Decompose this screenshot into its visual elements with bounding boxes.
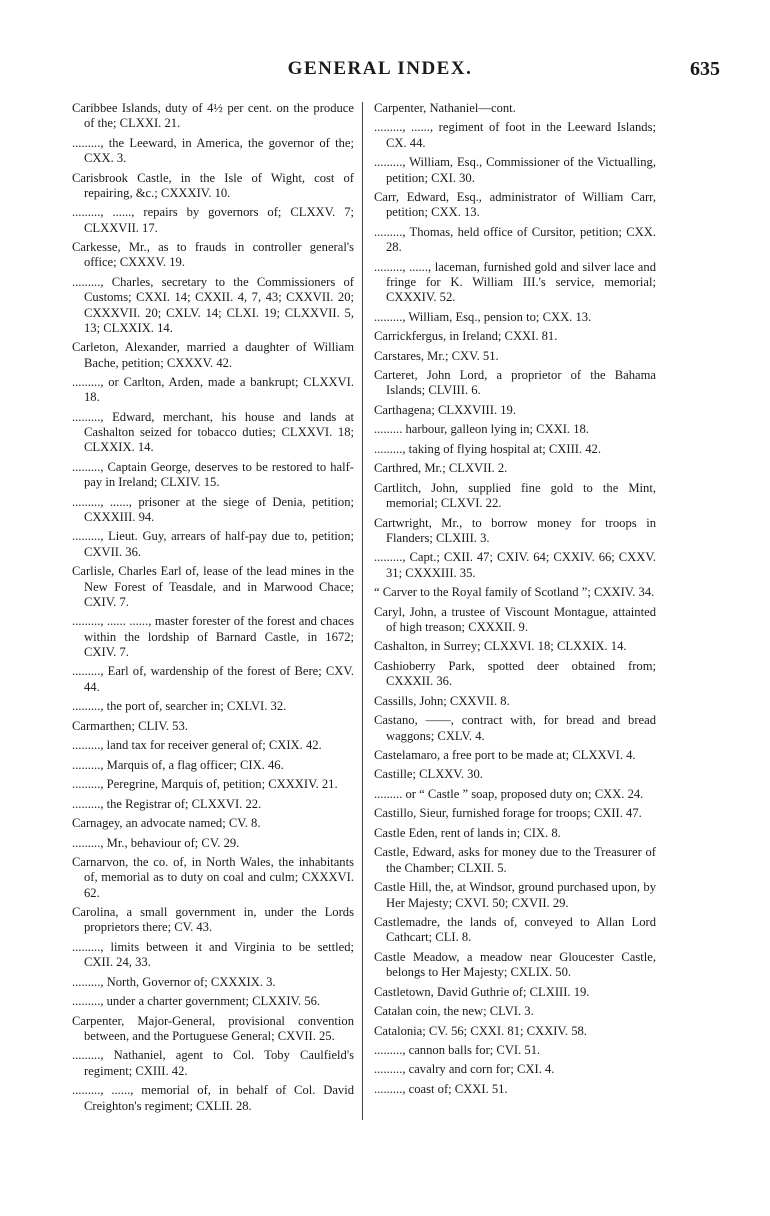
index-entry: Carnarvon, the co. of, in North Wales, the inhabitants of, memorial as to duty on coal and culm; CXXXVI. 62. bbox=[72, 855, 354, 900]
index-entry: Cartlitch, John, supplied fine gold to the Mint, memorial; CLXVI. 22. bbox=[374, 480, 656, 511]
index-entry: ........., Edward, merchant, his house and lands at Cashalton seized for tobacco duties; CLXXVI. 18; CLXXIX. 14. bbox=[72, 409, 354, 455]
index-entry: ........., cavalry and corn for; CXI. 4. bbox=[374, 1062, 555, 1077]
index-entry: ........., cannon balls for; CVI. 51. bbox=[374, 1043, 541, 1057]
index-entry: ........., Peregrine, Marquis of, petition; CXXXIV. 21. bbox=[72, 777, 338, 792]
index-entry: ........., William, Esq., Commissioner of the Victualling, petition; CXI. 30. bbox=[374, 155, 656, 185]
index-entry: Carpenter, Major-General, provisional convention between, and the Portuguese General; CXVII. 25. bbox=[72, 1013, 354, 1043]
index-entry: ........., William, Esq., pension to; CXX. 13. bbox=[374, 309, 592, 324]
index-entry: Carpenter, Nathaniel—cont. bbox=[374, 101, 516, 115]
index-entry: Castelamaro, a free port to be made at; CLXXVI. 4. bbox=[374, 748, 636, 762]
index-entry: Carteret, John Lord, a proprietor of the Bahama Islands; CLVIII. 6. bbox=[374, 368, 656, 398]
index-entry: ........., the port of, searcher in; CXLVI. 32. bbox=[72, 699, 287, 714]
index-entry: Carr, Edward, Esq., administrator of William Carr, petition; CXX. 13. bbox=[374, 190, 656, 220]
index-entry: Caryl, John, a trustee of Viscount Montague, attainted of high treason; CXXXII. 9. bbox=[374, 604, 656, 634]
index-entry: “ Carver to the Royal family of Scotland ”; CXXIV. 34. bbox=[374, 585, 655, 600]
index-entry: Cashalton, in Surrey; CLXXVI. 18; CLXXIX. 14. bbox=[374, 639, 627, 654]
index-entry: Catalonia; CV. 56; CXXI. 81; CXXIV. 58. bbox=[374, 1023, 587, 1038]
index-column-left bbox=[72, 101, 354, 1118]
index-entry: ........., Captain George, deserves to be restored to half-pay in Ireland; CLXIV. 15. bbox=[72, 459, 354, 490]
index-entry: ........., Charles, secretary to the Commissioners of Customs; CXXI. 14; CXXII. 4, 7, 43; CXXVII. 20; CXXXVII. 20; CXLV. 14; CLXI. 19; CLXXVII. 5, 13; CLXXIX. 14. bbox=[72, 274, 354, 335]
index-entry: Castle, Edward, asks for money due to the Treasurer of the Chamber; CLXII. 5. bbox=[374, 845, 656, 875]
index-entry: ........., ......, laceman, furnished gold and silver lace and fringe for K. William III.'s service, memorial; CXXXIV. 52. bbox=[374, 259, 656, 305]
index-entry: Castlemadre, the lands of, conveyed to Allan Lord Cathcart; CLI. 8. bbox=[374, 914, 656, 945]
index-column-right bbox=[374, 101, 656, 1101]
index-entry: ........., ......, prisoner at the siege of Denia, petition; CXXXIII. 94. bbox=[72, 494, 354, 524]
index-entry: ........., the Registrar of; CLXXVI. 22. bbox=[72, 796, 262, 811]
index-entry: Carolina, a small government in, under the Lords proprietors there; CV. 43. bbox=[72, 905, 354, 935]
index-entry: Carthred, Mr.; CLXVII. 2. bbox=[374, 461, 508, 476]
index-entry: ........., ......, repairs by governors of; CLXXV. 7; CLXXVII. 17. bbox=[72, 205, 354, 235]
column-divider bbox=[362, 102, 363, 1120]
index-entry: ........., Mr., behaviour of; CV. 29. bbox=[72, 835, 240, 850]
index-entry: Castletown, David Guthrie of; CLXIII. 19. bbox=[374, 984, 590, 999]
index-entry: Caribbee Islands, duty of 4½ per cent. on the produce of the; CLXXI. 21. bbox=[72, 101, 354, 131]
index-entry: ........., ......, memorial of, in behalf of Col. David Creighton's regiment; CXLII. 28. bbox=[72, 1083, 354, 1113]
index-entry: ......... or “ Castle ” soap, proposed duty on; CXX. 24. bbox=[374, 786, 644, 801]
page-title: GENERAL INDEX. bbox=[287, 58, 473, 79]
index-entry: Carisbrook Castle, in the Isle of Wight, cost of repairing, &c.; CXXXIV. 10. bbox=[72, 170, 354, 200]
index-entry: Cassills, John; CXXVII. 8. bbox=[374, 693, 510, 708]
index-entry: ........., ...... ......, master forester of the forest and chaces within the lordship of Barnard Castle, in 1672; CXIV. 7. bbox=[72, 614, 354, 659]
index-entry: ........., under a charter government; CLXXIV. 56. bbox=[72, 994, 321, 1009]
index-entry: ......... harbour, galleon lying in; CXXI. 18. bbox=[374, 422, 589, 437]
index-entry: ........., Nathaniel, agent to Col. Toby Caulfield's regiment; CXIII. 42. bbox=[72, 1048, 354, 1078]
index-entry: ........., Thomas, held office of Cursitor, petition; CXX. 28. bbox=[374, 224, 656, 255]
index-entry: Cashioberry Park, spotted deer obtained from; CXXXII. 36. bbox=[374, 658, 656, 689]
index-entry: Cartwright, Mr., to borrow money for troops in Flanders; CLXIII. 3. bbox=[374, 515, 656, 545]
index-entry: Castle Eden, rent of lands in; CIX. 8. bbox=[374, 825, 561, 840]
index-entry: Castille; CLXXV. 30. bbox=[374, 767, 483, 782]
index-entry: ........., coast of; CXXI. 51. bbox=[374, 1081, 508, 1096]
page-number: 635 bbox=[690, 58, 720, 80]
index-entry: Carmarthen; CLIV. 53. bbox=[72, 718, 188, 733]
index-entry: ........., limits between it and Virginia to be settled; CXII. 24, 33. bbox=[72, 939, 354, 970]
index-entry: Carlisle, Charles Earl of, lease of the lead mines in the New Forest of Teasdale, and in Marwood Chace; CXIV. 7. bbox=[72, 564, 354, 609]
index-entry: Castle Meadow, a meadow near Gloucester Castle, belongs to Her Majesty; CXLIX. 50. bbox=[374, 949, 656, 980]
index-entry: ........., ......, regiment of foot in the Leeward Islands; CX. 44. bbox=[374, 120, 656, 150]
index-entry: ........., or Carlton, Arden, made a bankrupt; CLXXVI. 18. bbox=[72, 375, 354, 405]
index-entry: Castle Hill, the, at Windsor, ground purchased upon, by Her Majesty; CXVI. 50; CXVII. 29. bbox=[374, 880, 656, 910]
index-entry: ........., Lieut. Guy, arrears of half-pay due to, petition; CXVII. 36. bbox=[72, 529, 354, 559]
index-entry: ........., the Leeward, in America, the governor of the; CXX. 3. bbox=[72, 135, 354, 166]
index-entry: Carleton, Alexander, married a daughter of William Bache, petition; CXXXV. 42. bbox=[72, 340, 354, 370]
index-entry: Carrickfergus, in Ireland; CXXI. 81. bbox=[374, 329, 558, 344]
index-entry: ........., land tax for receiver general of; CXIX. 42. bbox=[72, 738, 322, 753]
index-entry: Carthagena; CLXXVIII. 19. bbox=[374, 402, 516, 417]
index-entry: Castillo, Sieur, furnished forage for troops; CXII. 47. bbox=[374, 806, 642, 821]
index-entry: ........., Capt.; CXII. 47; CXIV. 64; CXXIV. 66; CXXV. 31; CXXXIII. 35. bbox=[374, 550, 656, 580]
index-entry: ........., Earl of, wardenship of the forest of Bere; CXV. 44. bbox=[72, 664, 354, 694]
index-entry: Carstares, Mr.; CXV. 51. bbox=[374, 348, 499, 363]
index-entry: ........., Marquis of, a flag officer; CIX. 46. bbox=[72, 757, 284, 772]
index-entry: Carnagey, an advocate named; CV. 8. bbox=[72, 816, 261, 831]
index-entry: Castano, ——, contract with, for bread and bread waggons; CXLV. 4. bbox=[374, 713, 656, 743]
index-entry: Catalan coin, the new; CLVI. 3. bbox=[374, 1004, 534, 1019]
index-entry: ........., taking of flying hospital at; CXIII. 42. bbox=[374, 441, 602, 456]
index-entry: ........., North, Governor of; CXXXIX. 3. bbox=[72, 974, 276, 989]
page-header bbox=[70, 58, 720, 88]
index-entry: Carkesse, Mr., as to frauds in controller general's office; CXXXV. 19. bbox=[72, 240, 354, 270]
